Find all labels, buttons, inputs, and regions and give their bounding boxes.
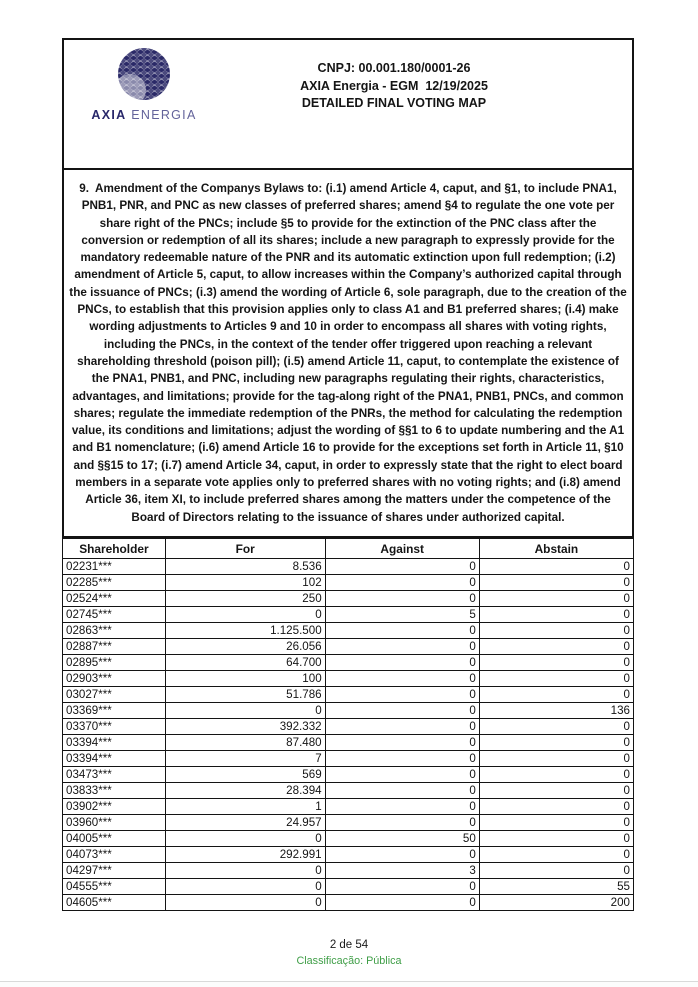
vote-count-cell: 0: [479, 863, 633, 879]
vote-count-cell: 0: [479, 783, 633, 799]
shareholder-cell: 03370***: [63, 719, 166, 735]
vote-count-cell: 392.332: [165, 719, 325, 735]
axia-logo: [84, 46, 204, 122]
shareholder-cell: 02745***: [63, 607, 166, 623]
table-row: [63, 703, 634, 719]
table-row: [63, 687, 634, 703]
vote-count-cell: 0: [325, 559, 479, 575]
vote-count-cell: 0: [165, 863, 325, 879]
shareholder-cell: 03394***: [63, 751, 166, 767]
vote-count-cell: 0: [325, 767, 479, 783]
vote-count-cell: 0: [479, 623, 633, 639]
vote-count-cell: 0: [325, 591, 479, 607]
shareholder-cell: 02231***: [63, 559, 166, 575]
agenda-item-paragraph: 9. Amendment of the Companys Bylaws to: (i.1) amend Article 4, caput, and §1, to include PNA1, PNB1, PNR, and PNC as new classes of preferred shares; amend §4 to regulate the one vote per share right of the PNCs; include §5 to provide for the extinction of the PNC class after the conversion or redemption of all its shares; include a new paragraph to expressly provide for the mandatory redeemable nature of the PNR and its automatic extinction upon full redemption; (i.2) amendment of Article 5, caput, to allow increases within the Company’s authorized capital through the issuance of PNCs; (i.3) amend the wording of Article 6, sole paragraph, due to the creation of the PNCs, to establish that this provision applies only to class A1 and B1 preferred shares; (i.4) make wording adjustments to Articles 9 and 10 in order to encompass all shares with voting rights, including the PNCs, in the context of the tender offer triggered upon reaching a relevant shareholding threshold (poison pill); (i.5) amend Article 11, caput, to contemplate the existence of the PNA1, PNB1, and PNC, including new paragraphs regulating their rights, characteristics, advantages, and limitations; provide for the tag-along right of the PNA1, PNB1, PNCs, and common shares; regulate the immediate redemption of the PNRs, the method for calculating the redemption value, its conditions and limitations; adjust the wording of §§1 to 6 to update numbering and the A1 and B1 nomenclature; (i.6) amend Article 16 to provide for the exceptions set forth in Article 11, §10 and §§15 to 17; (i.7) amend Article 34, caput, in order to expressly state that the right to elect board members in a separate vote applies only to preferred shares with no voting rights; and (i.8) amend Article 36, item XI, to include preferred shares among the matters under the competence of the Board of Directors relating to the issuance of shares under authorized capital.: [69, 182, 630, 524]
vote-count-cell: 50: [325, 831, 479, 847]
vote-count-cell: 0: [479, 687, 633, 703]
vote-count-cell: 0: [479, 735, 633, 751]
table-row: [63, 607, 634, 623]
logo-brand-primary: AXIA: [91, 108, 127, 122]
vote-count-cell: 1.125.500: [165, 623, 325, 639]
below-page-area: [0, 982, 698, 987]
vote-count-cell: 7: [165, 751, 325, 767]
vote-count-cell: 250: [165, 591, 325, 607]
table-row: [63, 639, 634, 655]
shareholder-cell: 02887***: [63, 639, 166, 655]
vote-count-cell: 0: [325, 703, 479, 719]
classification-label: Classificação: Pública: [296, 955, 402, 967]
vote-count-cell: 0: [325, 639, 479, 655]
vote-count-cell: 0: [479, 831, 633, 847]
vote-count-cell: 0: [479, 719, 633, 735]
vote-count-cell: 87.480: [165, 735, 325, 751]
col-abstain: Abstain: [479, 539, 633, 559]
table-row: [63, 655, 634, 671]
page-footer: [0, 937, 698, 969]
vote-count-cell: 569: [165, 767, 325, 783]
table-row: [63, 815, 634, 831]
voting-table: [62, 538, 634, 911]
vote-count-cell: 26.056: [165, 639, 325, 655]
table-row: [63, 751, 634, 767]
vote-count-cell: 0: [325, 575, 479, 591]
shareholder-cell: 03369***: [63, 703, 166, 719]
cnpj-line: CNPJ: 00.001.180/0001-26: [317, 61, 471, 75]
table-row: [63, 783, 634, 799]
shareholder-cell: 04605***: [63, 895, 166, 911]
col-against: Against: [325, 539, 479, 559]
vote-count-cell: 0: [479, 559, 633, 575]
vote-count-cell: 0: [479, 751, 633, 767]
vote-count-cell: 0: [325, 687, 479, 703]
table-row: [63, 671, 634, 687]
vote-count-cell: 0: [325, 815, 479, 831]
vote-count-cell: 0: [325, 623, 479, 639]
vote-count-cell: 51.786: [165, 687, 325, 703]
table-row: [63, 831, 634, 847]
vote-count-cell: 102: [165, 575, 325, 591]
vote-count-cell: 0: [479, 847, 633, 863]
vote-count-cell: 0: [479, 639, 633, 655]
page-number: 2 de 54: [329, 939, 369, 951]
vote-count-cell: 0: [325, 719, 479, 735]
document-header: [64, 40, 632, 170]
table-row: [63, 575, 634, 591]
vote-count-cell: 0: [325, 847, 479, 863]
voting-table-body: [63, 559, 634, 911]
shareholder-cell: 03833***: [63, 783, 166, 799]
shareholder-cell: 02895***: [63, 655, 166, 671]
document-top-box: [62, 38, 634, 538]
logo-wordmark: [84, 108, 204, 122]
axia-sphere-icon: [116, 46, 172, 104]
vote-count-cell: 0: [479, 767, 633, 783]
vote-count-cell: 0: [165, 607, 325, 623]
vote-count-cell: 0: [479, 799, 633, 815]
shareholder-cell: 04555***: [63, 879, 166, 895]
logo-brand-secondary: ENERGIA: [131, 108, 197, 122]
table-row: [63, 895, 634, 911]
vote-count-cell: 0: [479, 671, 633, 687]
document-page: [62, 38, 634, 911]
vote-count-cell: 0: [325, 655, 479, 671]
vote-count-cell: 28.394: [165, 783, 325, 799]
vote-count-cell: 0: [325, 895, 479, 911]
vote-count-cell: 0: [165, 831, 325, 847]
shareholder-cell: 04005***: [63, 831, 166, 847]
vote-count-cell: 0: [479, 607, 633, 623]
vote-count-cell: 0: [325, 783, 479, 799]
vote-count-cell: 3: [325, 863, 479, 879]
col-shareholder: Shareholder: [63, 539, 166, 559]
shareholder-cell: 03027***: [63, 687, 166, 703]
vote-count-cell: 136: [479, 703, 633, 719]
shareholder-cell: 03394***: [63, 735, 166, 751]
vote-count-cell: 1: [165, 799, 325, 815]
table-header-row: [63, 539, 634, 559]
table-row: [63, 847, 634, 863]
vote-count-cell: 0: [325, 879, 479, 895]
document-title-block: [244, 60, 544, 113]
shareholder-cell: 03960***: [63, 815, 166, 831]
table-row: [63, 735, 634, 751]
vote-count-cell: 0: [479, 591, 633, 607]
table-row: [63, 591, 634, 607]
vote-count-cell: 100: [165, 671, 325, 687]
table-row: [63, 879, 634, 895]
doc-title-line: DETAILED FINAL VOTING MAP: [301, 96, 487, 110]
vote-count-cell: 8.536: [165, 559, 325, 575]
shareholder-cell: 04297***: [63, 863, 166, 879]
vote-count-cell: 0: [479, 815, 633, 831]
col-for: For: [165, 539, 325, 559]
vote-count-cell: 292.991: [165, 847, 325, 863]
table-row: [63, 719, 634, 735]
shareholder-cell: 02903***: [63, 671, 166, 687]
table-row: [63, 799, 634, 815]
shareholder-cell: 02285***: [63, 575, 166, 591]
vote-count-cell: 0: [165, 895, 325, 911]
vote-count-cell: 24.957: [165, 815, 325, 831]
vote-count-cell: 0: [325, 671, 479, 687]
vote-count-cell: 55: [479, 879, 633, 895]
vote-count-cell: 0: [479, 655, 633, 671]
vote-count-cell: 200: [479, 895, 633, 911]
table-row: [63, 767, 634, 783]
vote-count-cell: 0: [325, 799, 479, 815]
shareholder-cell: 03473***: [63, 767, 166, 783]
meeting-line: AXIA Energia - EGM 12/19/2025: [300, 78, 488, 93]
vote-count-cell: 64.700: [165, 655, 325, 671]
shareholder-cell: 02524***: [63, 591, 166, 607]
vote-count-cell: 0: [165, 879, 325, 895]
shareholder-cell: 02863***: [63, 623, 166, 639]
shareholder-cell: 03902***: [63, 799, 166, 815]
vote-count-cell: 0: [165, 703, 325, 719]
vote-count-cell: 0: [479, 575, 633, 591]
table-row: [63, 559, 634, 575]
vote-count-cell: 5: [325, 607, 479, 623]
table-row: [63, 623, 634, 639]
table-row: [63, 863, 634, 879]
vote-count-cell: 0: [325, 735, 479, 751]
vote-count-cell: 0: [325, 751, 479, 767]
shareholder-cell: 04073***: [63, 847, 166, 863]
